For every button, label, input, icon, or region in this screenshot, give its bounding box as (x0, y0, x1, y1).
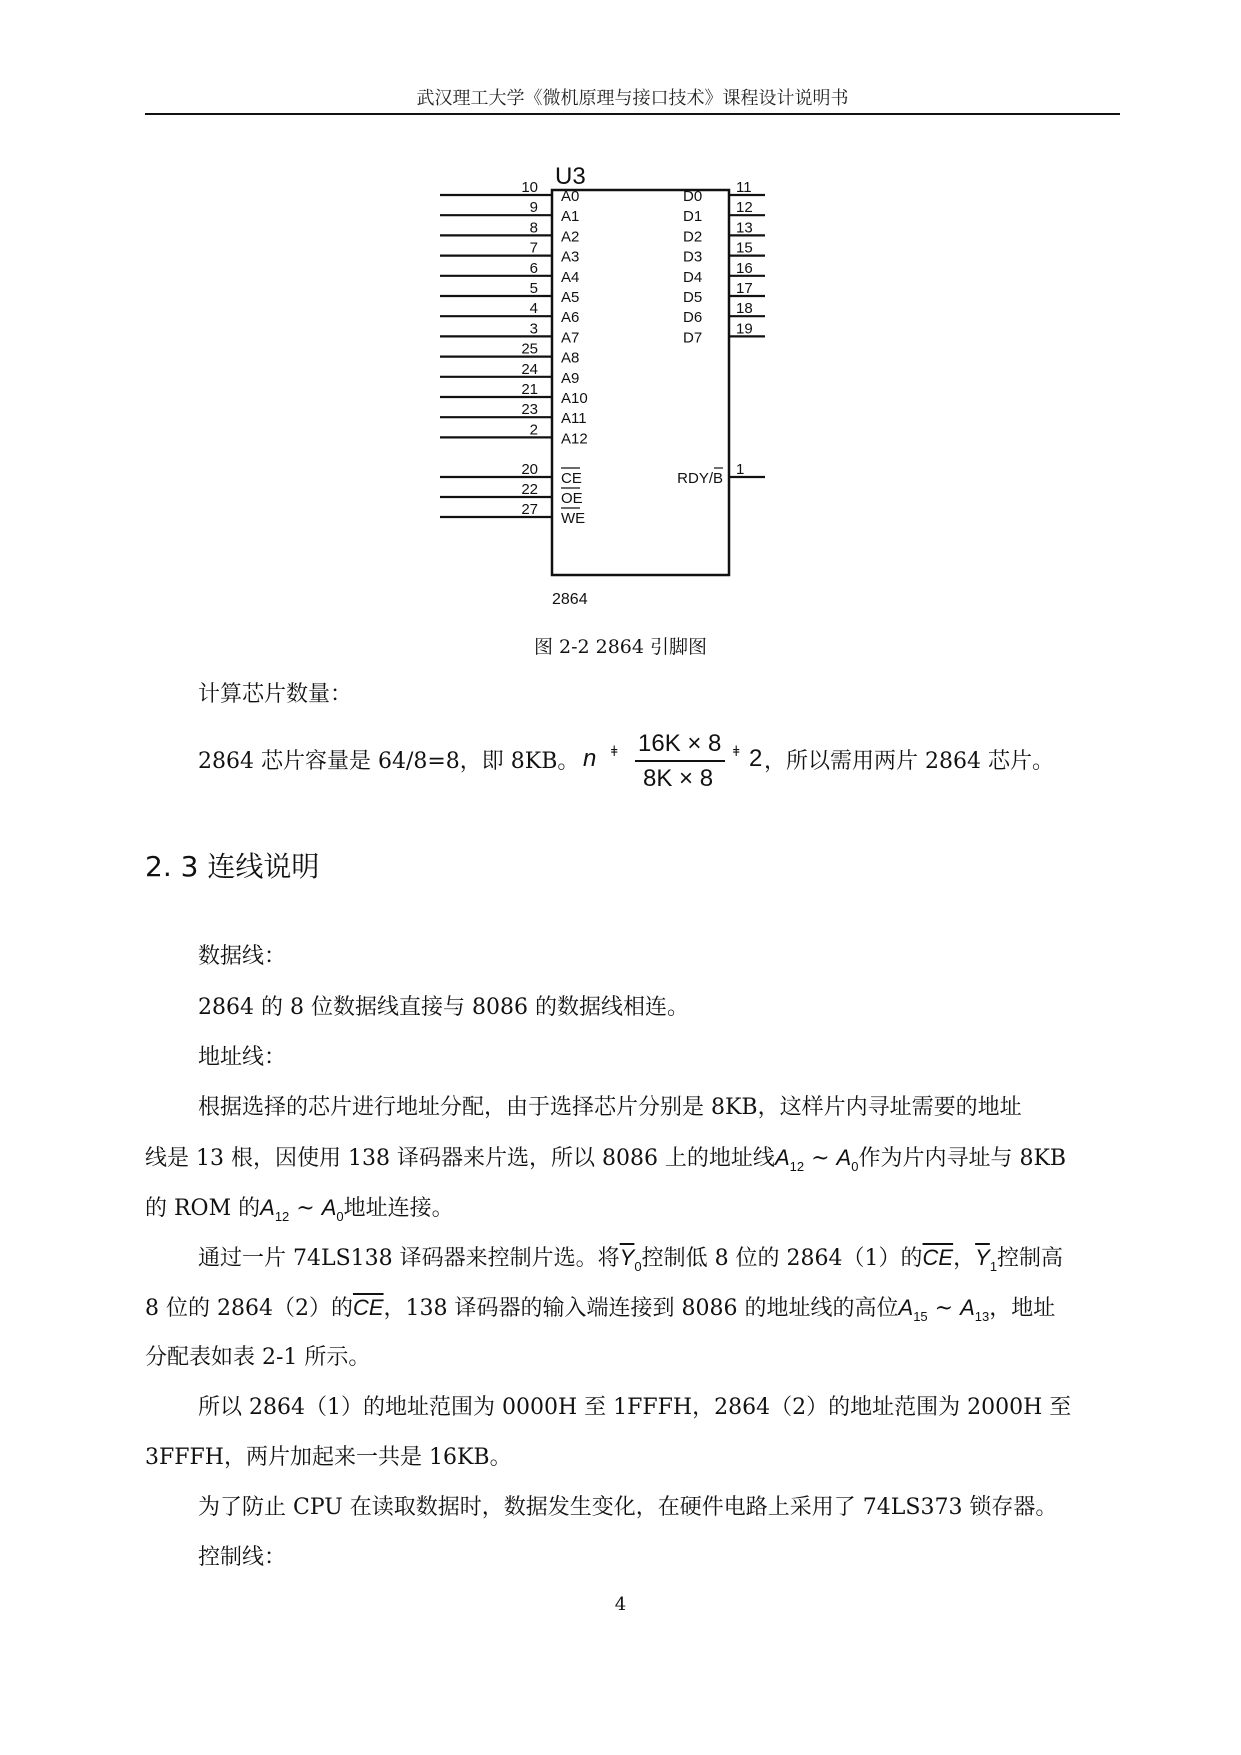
latch-paragraph: 为了防止 CPU 在读取数据时，数据发生变化，在硬件电路上采用了 74LS373 锁存器。 (198, 1495, 1058, 1520)
chip-count-formula (583, 728, 763, 798)
address-paragraph-line-3 (145, 1193, 454, 1232)
pin-label: D5 (683, 289, 703, 306)
pin-number: 4 (529, 300, 538, 318)
pin-label: A3 (561, 248, 580, 266)
pin-label: D6 (683, 309, 703, 327)
subscript: 0 (634, 1259, 642, 1274)
symbol-a0: $A_0$ (836, 1145, 859, 1174)
pin-number: 6 (529, 259, 538, 277)
header-rule (145, 113, 1120, 115)
formula-eq-symbol-2: ǂ (733, 744, 740, 760)
pin-number: 18 (736, 300, 753, 318)
pin-number: 7 (529, 239, 538, 257)
pin-number: 21 (521, 381, 538, 398)
pin-label: OE (561, 490, 583, 507)
pin-number: 24 (521, 360, 538, 378)
text-run: ，138 译码器的输入端连接到 8086 的地址线的高位 (383, 1296, 899, 1321)
calc-text-before: 2864 芯片容量是 64/8=8，即 8KB。 (198, 749, 580, 774)
pin-number: 9 (529, 199, 538, 217)
pin-label: A5 (561, 289, 580, 306)
symbol-a0: $A_0$ (321, 1195, 344, 1224)
symbol-y0: $\overline{Y}$ (619, 1245, 635, 1270)
pin-label: D4 (683, 268, 703, 286)
pin-label: D7 (683, 329, 703, 347)
text-run: ，地址 (989, 1296, 1056, 1321)
data-line-heading: 数据线： (198, 944, 287, 969)
formula-eq-symbol: ǂ (611, 744, 618, 760)
pin-number: 23 (521, 401, 538, 419)
pinout-diagram (440, 155, 860, 625)
pin-label: A0 (561, 188, 580, 205)
pin-label: A11 (561, 410, 587, 428)
pin-label: D3 (683, 248, 703, 266)
pin-number: 5 (529, 280, 538, 297)
pin-label: A7 (561, 329, 580, 347)
pin-label: A4 (561, 268, 580, 286)
pin-label: CE (561, 470, 582, 487)
pin-number: 12 (736, 199, 753, 217)
pin-label: A12 (561, 430, 588, 448)
pin-label: D2 (683, 228, 703, 246)
text-run: 控制低 8 位的 2864（1）的 (641, 1246, 923, 1271)
chip-ref-label: U3 (555, 163, 586, 190)
pin-label: A1 (561, 208, 580, 226)
pin-label: RDY/B (677, 470, 723, 487)
symbol-a12: $A_{12}$ (774, 1145, 805, 1174)
formula-n: n (583, 745, 597, 772)
pin-number: 10 (521, 179, 538, 196)
formula-numerator: 16K × 8 (638, 730, 722, 757)
pin-number: 8 (529, 219, 538, 237)
pin-number: 16 (736, 259, 753, 277)
symbol-ce: $\overline{CE}$ (922, 1245, 954, 1270)
left-pins (440, 179, 588, 447)
pin-number: 25 (521, 340, 538, 358)
chip-select-line-1 (198, 1243, 1063, 1282)
pin-label: WE (561, 510, 586, 527)
pin-number: 2 (529, 421, 538, 439)
text-run: 控制高 (997, 1246, 1064, 1271)
pin-label: A2 (561, 228, 580, 246)
text-run: ， (953, 1246, 976, 1271)
pin-number: 13 (736, 219, 753, 237)
address-paragraph-line-1: 根据选择的芯片进行地址分配，由于选择芯片分别是 8KB，这样片内寻址需要的地址 (198, 1095, 1022, 1120)
text-run: 的 ROM 的 (145, 1196, 261, 1221)
right-pins (683, 179, 765, 346)
address-line-heading: 地址线： (198, 1045, 287, 1070)
pin-number: 19 (736, 320, 753, 338)
subscript: 1 (989, 1259, 998, 1274)
pin-label: A9 (561, 369, 580, 387)
section-title: 2. 3 连线说明 (145, 850, 320, 883)
text-run: 通过一片 74LS138 译码器来控制片选。将 (198, 1246, 620, 1271)
control-line-heading: 控制线： (198, 1545, 287, 1570)
formula-denominator: 8K × 8 (643, 765, 714, 792)
fraction-bar (635, 760, 725, 762)
tilde: ~ (934, 1296, 954, 1321)
pin-number: 15 (736, 239, 753, 257)
pin-number: 27 (521, 501, 538, 518)
symbol-ce: $\overline{CE}$ (352, 1295, 384, 1320)
pin-number: 11 (736, 179, 752, 196)
chip-select-line-3: 分配表如表 2-1 所示。 (145, 1345, 371, 1370)
figure-caption: 图 2-2 2864 引脚图 (533, 636, 708, 658)
formula-result: 2 (749, 745, 763, 772)
text-run: 8 位的 2864（2）的 (145, 1296, 353, 1321)
pin-number: 20 (521, 461, 538, 478)
pin-label: A10 (561, 390, 588, 407)
address-range-line-2: 3FFFH，两片加起来一共是 16KB。 (145, 1445, 512, 1470)
tilde: ~ (811, 1146, 830, 1171)
address-range-line-1: 所以 2864（1）的地址范围为 0000H 至 1FFFH，2864（2）的地址范围为 2000H 至 (198, 1395, 1072, 1420)
chip-select-line-2 (145, 1293, 1055, 1332)
symbol-a13: $A_{13}$ (960, 1295, 990, 1324)
page-header: 武汉理工大学《微机原理与接口技术》课程设计说明书 (416, 88, 849, 109)
pin-number: 17 (736, 280, 753, 297)
pin-number: 3 (529, 320, 538, 338)
address-paragraph-line-2 (145, 1143, 1066, 1182)
pin-label: D0 (683, 188, 703, 205)
data-line-text: 2864 的 8 位数据线直接与 8086 的数据线相连。 (198, 995, 689, 1020)
pin-label: D1 (683, 208, 703, 226)
pin-label: A6 (561, 309, 580, 327)
chip-type-label: 2864 (552, 591, 588, 608)
page-number: 4 (614, 1594, 627, 1615)
control-pins (440, 461, 765, 527)
pin-number: 22 (521, 481, 538, 498)
text-run: 地址连接。 (343, 1196, 454, 1221)
symbol-y1: $\overline{Y}$ (975, 1245, 990, 1270)
pin-label: A8 (561, 349, 580, 367)
calc-heading: 计算芯片数量： (198, 682, 353, 707)
symbol-a15: $A_{15}$ (898, 1295, 928, 1324)
symbol-a12: $A_{12}$ (260, 1195, 290, 1224)
calc-text-after: ，所以需用两片 2864 芯片。 (764, 749, 1054, 774)
tilde: ~ (296, 1196, 315, 1221)
text-run: 作为片内寻址与 8KB (858, 1146, 1067, 1171)
text-run: 线是 13 根，因使用 138 译码器来片选，所以 8086 上的地址线 (145, 1146, 775, 1171)
pin-number: 1 (736, 461, 745, 478)
